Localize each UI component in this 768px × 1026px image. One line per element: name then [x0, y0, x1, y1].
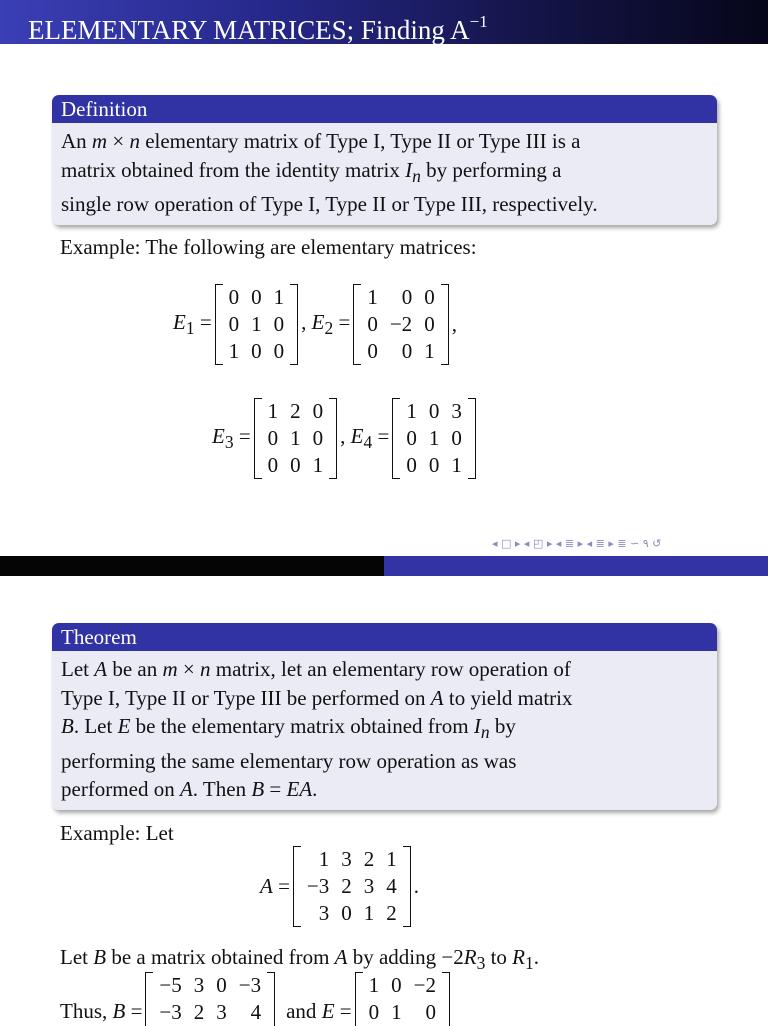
theorem-line: Let A be an m × n matrix, let an elementary row operation of: [61, 657, 571, 681]
matrix-cell: 1: [290, 426, 301, 450]
matrix-cell: 0: [367, 312, 378, 336]
matrix-cell: 0: [228, 312, 240, 336]
matrix-cell: 1: [267, 399, 279, 423]
matrix-cell: 3: [318, 901, 330, 925]
slide-title: [0, 0, 768, 44]
matrix-cell: 4: [386, 874, 397, 898]
trailing-comma: ,: [451, 312, 457, 336]
matrix-row: [363, 972, 442, 999]
theorem-heading: Theorem: [52, 623, 717, 651]
matrix-cell: 0: [290, 453, 301, 477]
matrix-cell: 3: [451, 399, 462, 423]
matrix-e4-entries: [400, 398, 468, 479]
matrix-cell: 0: [424, 312, 435, 336]
theorem-line: Type I, Type II or Type III be performed on A to yield matrix: [61, 685, 573, 710]
matrix-cell: 1: [228, 339, 240, 363]
equation-a: [260, 846, 419, 927]
matrix-b: [145, 972, 275, 1026]
matrix-e3-entries: [262, 398, 330, 479]
matrix-row: [153, 999, 267, 1026]
matrix-cell: 1: [251, 312, 262, 336]
matrix-cell: 0: [451, 426, 462, 450]
definition-heading: Definition: [52, 95, 717, 123]
matrix-row: [361, 338, 440, 365]
thus-label: Thus, B =: [60, 999, 143, 1023]
matrix-cell: 1: [451, 453, 462, 477]
matrix-cell: 0: [312, 399, 324, 423]
e4-label: , $E_4$ =: [340, 423, 390, 453]
theorem-line: B. Let E be the elementary matrix obtained from $I_n$ by: [61, 714, 516, 743]
matrix-cell: 0: [273, 339, 285, 363]
matrix-cell: 2: [341, 874, 352, 898]
matrix-row: [223, 311, 291, 338]
matrix-cell: 0: [251, 339, 262, 363]
matrix-row: [400, 452, 468, 479]
matrix-cell: 0: [424, 285, 435, 309]
theorem-line: performed on A. Then B = EA.: [61, 777, 318, 802]
let-b-sentence: Let B be a matrix obtained from A by adding $-2R_3$ to $R_1$.: [60, 945, 539, 974]
matrix-cell: 0: [273, 312, 285, 336]
matrix-a: [293, 846, 411, 927]
matrix-cell: 1: [318, 847, 330, 871]
matrix-cell: 0: [401, 285, 413, 309]
matrix-cell: 3: [363, 874, 375, 898]
definition-body: [52, 123, 717, 225]
matrix-cell: 1: [386, 847, 397, 871]
matrix-cell: 1: [368, 973, 380, 997]
theorem-block: [52, 623, 717, 810]
matrix-cell: 1: [406, 399, 417, 423]
definition-line: matrix obtained from the identity matrix $I_n$ by performing a: [61, 157, 562, 186]
slide-title-text: ELEMENTARY MATRICES; Finding A: [28, 15, 470, 45]
matrix-e2-entries: [361, 284, 440, 365]
matrix-cell: 3: [193, 973, 205, 997]
matrix-cell: −3: [306, 874, 330, 898]
a-suffix: .: [413, 874, 420, 898]
matrix-cell: 0: [228, 285, 240, 309]
slide-divider-blue: [384, 556, 768, 576]
matrix-cell: 3: [216, 1000, 227, 1024]
matrix-cell: 1: [273, 285, 285, 309]
matrix-cell: 1: [391, 1000, 402, 1024]
matrix-cell: 0: [391, 973, 402, 997]
matrix-e: [355, 972, 450, 1026]
matrix-cell: 0: [406, 426, 417, 450]
matrix-cell: 2: [386, 901, 397, 925]
matrix-cell: 0: [267, 453, 279, 477]
matrix-cell: 2: [193, 1000, 205, 1024]
equation-e3-e4: [212, 398, 479, 479]
definition-line: An m × n elementary matrix of Type I, Type II or Type III is a: [61, 129, 581, 153]
e2-label: , $E_2$ =: [301, 309, 351, 339]
theorem-line: performing the same elementary row operation as was: [61, 748, 517, 773]
matrix-cell: 0: [401, 339, 413, 363]
matrix-cell: 0: [267, 426, 279, 450]
definition-block: [52, 95, 717, 225]
matrix-e3: [254, 398, 338, 479]
matrix-b-entries: [153, 972, 267, 1026]
matrix-cell: 0: [425, 1000, 436, 1024]
matrix-e2: [353, 284, 448, 365]
example-intro: Example: The following are elementary matrices:: [60, 235, 477, 259]
matrix-cell: −2: [389, 312, 413, 336]
matrix-cell: −5: [159, 973, 182, 997]
matrix-cell: 0: [341, 901, 352, 925]
inverse-superscript: −1: [469, 12, 488, 31]
matrix-cell: 0: [312, 426, 324, 450]
matrix-row: [262, 398, 330, 425]
matrix-row: [301, 846, 403, 873]
matrix-cell: 0: [428, 453, 440, 477]
matrix-e1: [215, 284, 299, 365]
matrix-cell: 2: [363, 847, 375, 871]
e3-label: $E_3$ =: [212, 423, 251, 453]
matrix-cell: 1: [363, 901, 375, 925]
matrix-row: [363, 999, 442, 1026]
matrix-cell: 1: [428, 426, 440, 450]
matrix-cell: 4: [250, 1000, 262, 1024]
matrix-row: [400, 398, 468, 425]
beamer-navigation-icons[interactable]: ◂ □ ▸ ◂ ◰ ▸ ◂ ≣ ▸ ◂ ≣ ▸ ≣ ∽ ۹ ↺: [492, 537, 662, 550]
matrix-cell: 1: [367, 285, 378, 309]
matrix-cell: −2: [413, 973, 436, 997]
example-let: Example: Let: [60, 821, 174, 845]
matrix-e1-entries: [223, 284, 291, 365]
matrix-cell: 2: [290, 399, 301, 423]
matrix-row: [262, 425, 330, 452]
matrix-row: [153, 972, 267, 999]
matrix-row: [223, 338, 291, 365]
equation-b-e: [60, 972, 453, 1026]
slide-divider-dark: [0, 556, 384, 576]
matrix-cell: 1: [424, 339, 435, 363]
matrix-cell: 0: [216, 973, 227, 997]
matrix-cell: 1: [312, 453, 324, 477]
matrix-row: [400, 425, 468, 452]
matrix-row: [223, 284, 291, 311]
matrix-row: [301, 900, 403, 927]
theorem-body: [52, 651, 717, 810]
matrix-cell: −3: [238, 973, 262, 997]
matrix-row: [361, 284, 440, 311]
matrix-cell: 0: [367, 339, 378, 363]
matrix-cell: 3: [341, 847, 352, 871]
matrix-row: [301, 873, 403, 900]
matrix-e4: [392, 398, 476, 479]
matrix-cell: −3: [159, 1000, 182, 1024]
matrix-row: [361, 311, 440, 338]
matrix-a-entries: [301, 846, 403, 927]
and-e-label: and E =: [286, 999, 352, 1023]
matrix-cell: 0: [428, 399, 440, 423]
definition-line: single row operation of Type I, Type II or Type III, respectively.: [61, 192, 598, 217]
matrix-e-entries: [363, 972, 442, 1026]
matrix-cell: 0: [251, 285, 262, 309]
a-label: A =: [260, 874, 290, 898]
matrix-row: [262, 452, 330, 479]
matrix-cell: 0: [368, 1000, 380, 1024]
matrix-cell: 0: [406, 453, 417, 477]
equation-e1-e2: [173, 284, 457, 365]
e1-label: $E_1$ =: [173, 309, 212, 339]
